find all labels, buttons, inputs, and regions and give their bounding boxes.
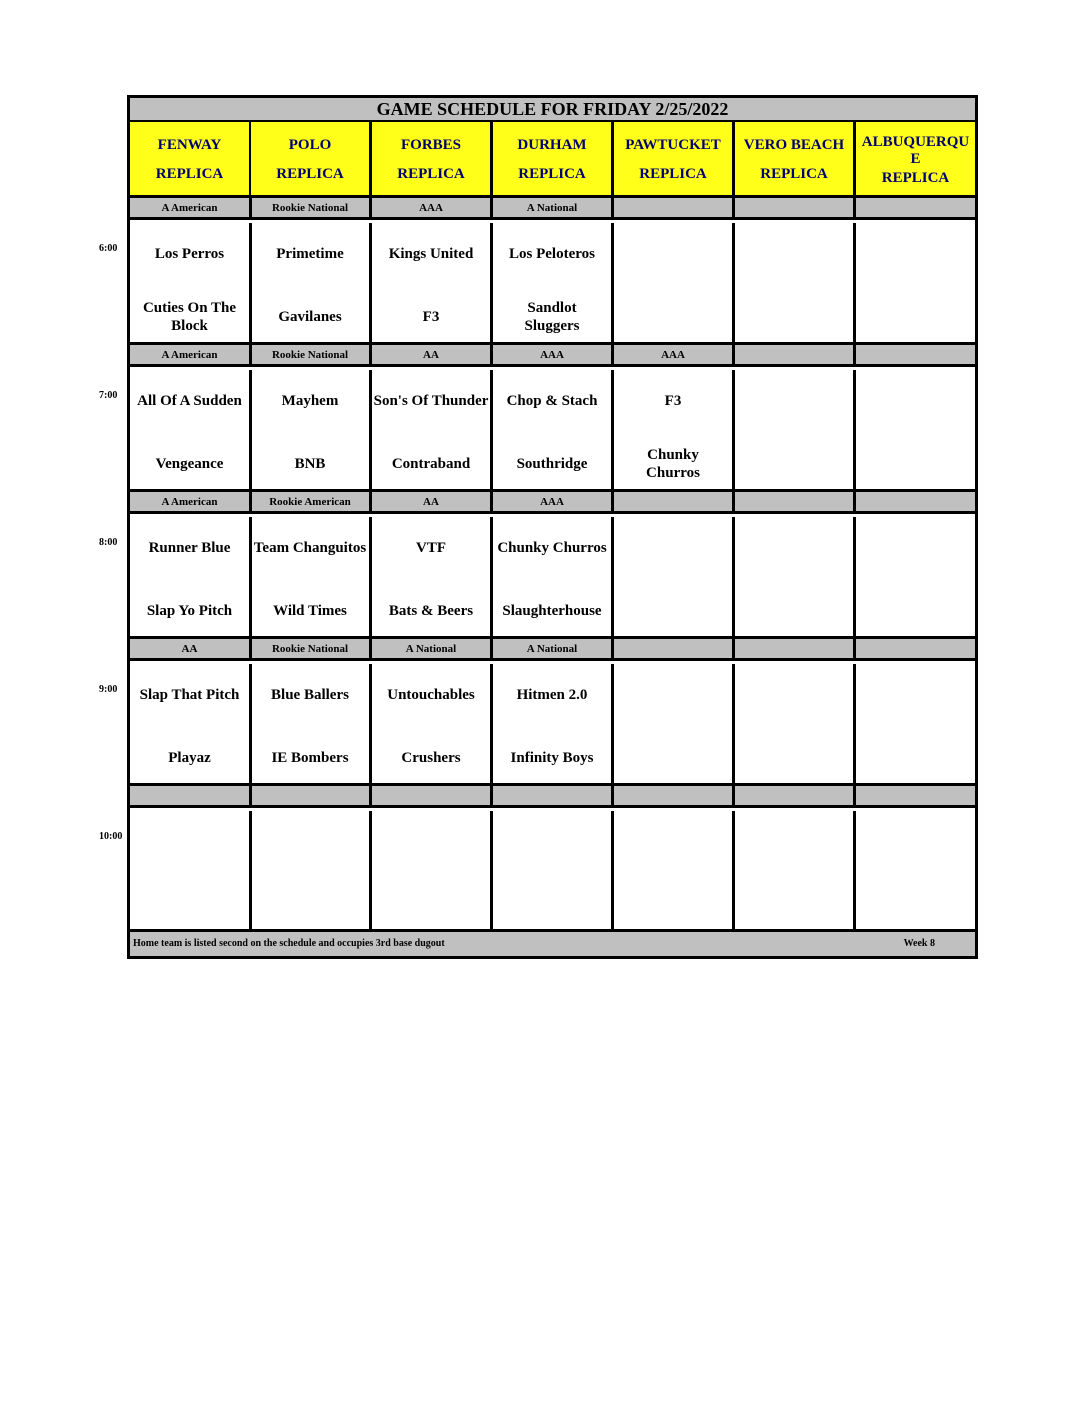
field-name: VERO BEACH <box>743 137 845 153</box>
away-team <box>614 811 732 874</box>
home-team: Crushers <box>401 749 461 766</box>
home-team <box>735 580 853 643</box>
away-team: Runner Blue <box>148 540 231 557</box>
home-team: Gavilanes <box>278 308 342 325</box>
game-cell <box>493 223 614 348</box>
home-team <box>251 874 369 937</box>
time-label: 6:00 <box>99 243 118 254</box>
game-cell <box>251 517 372 642</box>
home-team <box>614 286 732 349</box>
away-team: Los Peloteros <box>509 246 595 263</box>
away-team <box>735 223 853 286</box>
field-header <box>130 122 252 198</box>
away-team: Los Perros <box>154 246 225 263</box>
game-cell <box>251 664 372 789</box>
division-label <box>614 198 735 217</box>
away-team: Chop & Stach <box>506 393 598 410</box>
away-team <box>251 811 369 874</box>
division-label: A National <box>493 198 614 217</box>
away-team: Untouchables <box>387 687 475 704</box>
division-label: A American <box>130 198 252 217</box>
away-team <box>856 223 975 286</box>
division-label <box>614 639 735 658</box>
division-label <box>735 345 856 364</box>
game-cell <box>130 664 252 789</box>
away-team <box>735 370 853 433</box>
field-header <box>856 122 975 198</box>
game-cell <box>614 517 735 642</box>
home-team: Slap Yo Pitch <box>146 602 233 619</box>
game-cell <box>735 517 856 642</box>
home-team: Bats & Beers <box>388 602 474 619</box>
game-cell <box>856 517 975 642</box>
game-cell <box>493 664 614 789</box>
away-team <box>856 811 975 874</box>
division-label: A National <box>493 639 614 658</box>
field-subtitle: REPLICA <box>518 166 586 182</box>
division-label <box>493 786 614 805</box>
home-team: Wild Times <box>273 602 347 619</box>
field-subtitle: REPLICA <box>639 166 707 182</box>
division-label <box>856 786 975 805</box>
division-label <box>251 786 372 805</box>
division-row <box>130 636 975 661</box>
game-row <box>130 664 975 789</box>
field-name: FORBES <box>400 137 461 153</box>
game-cell <box>735 664 856 789</box>
division-label <box>614 786 735 805</box>
division-row <box>130 783 975 808</box>
game-cell <box>493 811 614 936</box>
away-team <box>735 811 853 874</box>
field-subtitle: REPLICA <box>155 166 224 182</box>
game-row <box>130 223 975 348</box>
division-label: Rookie National <box>251 345 372 364</box>
away-team <box>614 517 732 580</box>
field-subtitle: REPLICA <box>760 166 828 182</box>
away-team: Primetime <box>276 246 344 263</box>
away-team <box>614 223 732 286</box>
division-label: AAA <box>493 492 614 511</box>
division-label <box>735 639 856 658</box>
home-team: Contraband <box>391 455 471 472</box>
division-row <box>130 195 975 220</box>
home-team: IE Bombers <box>271 749 349 766</box>
game-row <box>130 517 975 642</box>
field-header <box>251 122 372 198</box>
home-team <box>856 727 975 790</box>
home-team: Cuties On The Block <box>142 299 237 334</box>
game-cell <box>130 223 252 348</box>
away-team: F3 <box>664 393 682 410</box>
schedule-footer <box>130 929 975 956</box>
division-label <box>130 786 252 805</box>
home-team <box>130 874 249 937</box>
away-team <box>735 664 853 727</box>
game-cell <box>251 811 372 936</box>
game-cell <box>614 223 735 348</box>
home-team: Vengeance <box>155 455 224 472</box>
game-cell <box>130 517 252 642</box>
schedule-table <box>127 95 978 959</box>
game-cell <box>372 517 493 642</box>
time-label: 7:00 <box>99 390 118 401</box>
division-label <box>856 345 975 364</box>
division-label <box>856 198 975 217</box>
home-team: Playaz <box>168 749 211 766</box>
away-team: All Of A Sudden <box>137 393 242 410</box>
division-label <box>856 492 975 511</box>
home-team: Infinity Boys <box>510 749 594 766</box>
field-subtitle: REPLICA <box>276 166 344 182</box>
home-team <box>735 874 853 937</box>
game-cell <box>372 223 493 348</box>
away-team <box>856 664 975 727</box>
division-label: Rookie American <box>251 492 372 511</box>
field-header <box>735 122 856 198</box>
division-label: A National <box>372 639 493 658</box>
away-team: Blue Ballers <box>271 687 349 704</box>
game-row <box>130 811 975 936</box>
home-team-note: Home team is listed second on the schedule and occupies 3rd base dugout <box>133 938 445 949</box>
division-label: AAA <box>372 198 493 217</box>
home-team <box>493 874 611 937</box>
game-cell <box>372 811 493 936</box>
game-cell <box>856 223 975 348</box>
game-row <box>130 370 975 495</box>
away-team <box>493 811 611 874</box>
division-label <box>372 786 493 805</box>
game-cell <box>493 370 614 495</box>
division-label <box>856 639 975 658</box>
home-team: Sandlot Sluggers <box>524 299 580 334</box>
home-team: Southridge <box>516 455 588 472</box>
away-team <box>735 517 853 580</box>
field-header-row <box>130 122 975 198</box>
time-label: 9:00 <box>99 684 118 695</box>
division-label: A American <box>130 492 252 511</box>
division-label: AAA <box>614 345 735 364</box>
away-team: Mayhem <box>281 393 339 410</box>
home-team <box>735 727 853 790</box>
home-team <box>614 727 732 790</box>
away-team <box>614 664 732 727</box>
away-team: VTF <box>416 540 446 557</box>
field-header <box>493 122 614 198</box>
game-cell <box>735 811 856 936</box>
game-cell <box>372 664 493 789</box>
week-label: Week 8 <box>903 938 935 949</box>
home-team: Chunky Churros <box>646 446 700 481</box>
division-label <box>614 492 735 511</box>
away-team: Kings United <box>388 246 474 263</box>
home-team <box>856 433 975 496</box>
away-team: Son's Of Thunder <box>373 393 489 410</box>
field-name: FENWAY <box>157 137 222 153</box>
division-row <box>130 342 975 367</box>
division-label: AA <box>130 639 252 658</box>
game-cell <box>856 664 975 789</box>
away-team <box>856 517 975 580</box>
schedule-title: GAME SCHEDULE FOR FRIDAY 2/25/2022 <box>130 98 975 122</box>
field-name: POLO <box>288 137 332 153</box>
game-cell <box>614 664 735 789</box>
game-cell <box>856 370 975 495</box>
home-team <box>372 874 490 937</box>
home-team <box>735 286 853 349</box>
field-name: DURHAM <box>517 137 587 153</box>
away-team: Chunky Churros <box>497 540 607 557</box>
home-team <box>856 874 975 937</box>
away-team <box>856 370 975 433</box>
division-label: Rookie National <box>251 639 372 658</box>
division-label: AA <box>372 345 493 364</box>
away-team <box>130 811 249 874</box>
field-name: PAWTUCKET <box>625 137 721 153</box>
home-team <box>856 286 975 349</box>
home-team <box>735 433 853 496</box>
game-cell <box>735 370 856 495</box>
field-header <box>614 122 735 198</box>
time-label: 8:00 <box>99 537 118 548</box>
time-label: 10:00 <box>99 831 123 842</box>
game-cell <box>614 370 735 495</box>
game-cell <box>130 811 252 936</box>
division-label: AA <box>372 492 493 511</box>
away-team: Hitmen 2.0 <box>516 687 588 704</box>
field-subtitle: REPLICA <box>881 169 950 186</box>
division-label: Rookie National <box>251 198 372 217</box>
division-row <box>130 489 975 514</box>
division-label: A American <box>130 345 252 364</box>
game-cell <box>372 370 493 495</box>
field-subtitle: REPLICA <box>397 166 465 182</box>
home-team <box>614 580 732 643</box>
game-cell <box>856 811 975 936</box>
home-team <box>856 580 975 643</box>
game-cell <box>251 370 372 495</box>
home-team: BNB <box>294 455 326 472</box>
home-team: F3 <box>422 308 440 325</box>
game-cell <box>130 370 252 495</box>
home-team: Slaughterhouse <box>502 602 602 619</box>
game-cell <box>614 811 735 936</box>
division-label <box>735 198 856 217</box>
field-header <box>372 122 493 198</box>
home-team <box>614 874 732 937</box>
division-label <box>735 786 856 805</box>
away-team: Team Changuitos <box>253 540 367 557</box>
division-label <box>735 492 856 511</box>
away-team: Slap That Pitch <box>139 687 240 704</box>
game-cell <box>251 223 372 348</box>
away-team <box>372 811 490 874</box>
field-name: ALBUQUERQUE <box>861 133 970 167</box>
division-label: AAA <box>493 345 614 364</box>
game-cell <box>735 223 856 348</box>
game-cell <box>493 517 614 642</box>
